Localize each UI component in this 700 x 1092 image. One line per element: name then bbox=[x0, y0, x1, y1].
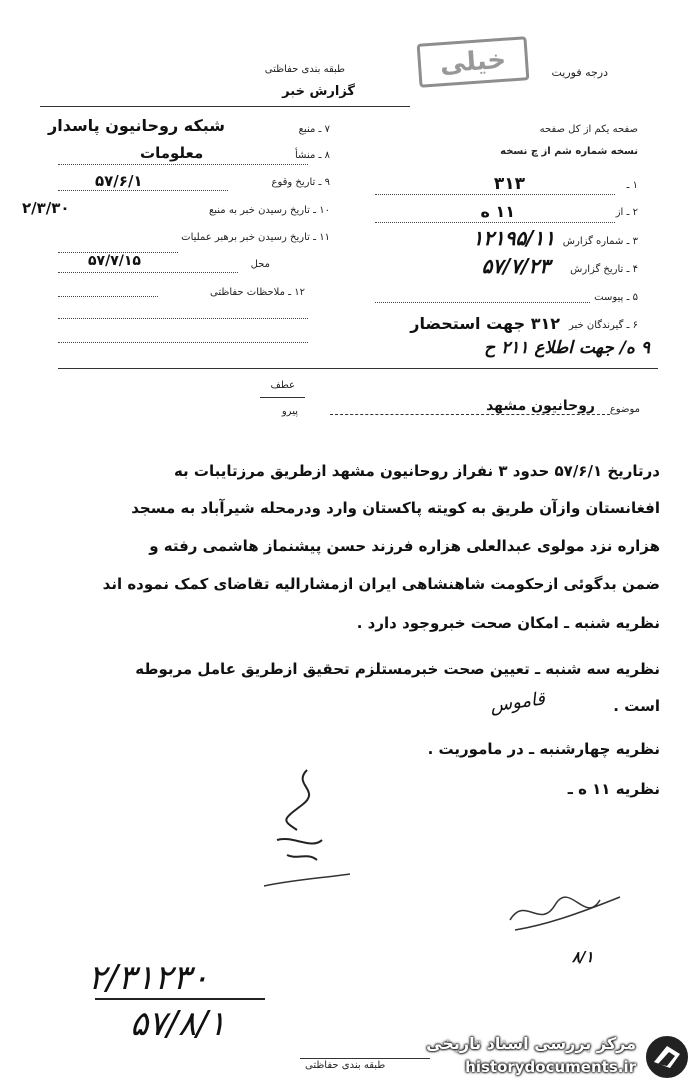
field-label: ۷ ـ منبع bbox=[298, 124, 330, 135]
field-value: ۵۷/۷/۱۵ bbox=[88, 253, 141, 269]
field-label: ۶ ـ گیرندگان خبر bbox=[568, 320, 638, 331]
body-line: هزاره نزد مولوی عبدالعلی هزاره فرزند حسن پیشنماز هاشمی رفته و bbox=[149, 537, 660, 555]
body-line: درتاریخ ۵۷/۶/۱ حدود ۳ نفراز روحانیون مشهد ازطریق مرزتایبات به bbox=[173, 462, 660, 480]
dotted-line bbox=[58, 318, 308, 319]
subject-value: روحانیون مشهد bbox=[486, 398, 595, 414]
field-label: ۳ ـ شماره گزارش bbox=[562, 236, 638, 247]
field-label: ۸ ـ منشأ bbox=[294, 150, 330, 161]
dotted-line bbox=[58, 272, 238, 273]
handwritten-date: ۵۷/۸/۱ bbox=[130, 1004, 226, 1044]
dotted-line bbox=[375, 222, 615, 223]
handwritten-date-rule bbox=[95, 998, 265, 1000]
receivers-extra: ۹ ه/ جهت اطلاع ۲۱۱ ح bbox=[484, 338, 650, 358]
dotted-line bbox=[375, 194, 615, 195]
watermark-logo-icon bbox=[642, 1032, 692, 1082]
dotted-line bbox=[58, 342, 308, 343]
atf-label: عطف bbox=[270, 380, 295, 391]
section-rule bbox=[58, 368, 658, 369]
field-value: ۱۱ ه bbox=[480, 202, 515, 221]
stamp-text: خیلی bbox=[438, 44, 508, 80]
field-label: ۲ ـ از bbox=[615, 207, 638, 218]
field-value: ۱۲۱۹۵/۱۱ bbox=[472, 226, 555, 250]
signature-bottom-right bbox=[505, 885, 625, 945]
handwritten-number: ۲/۳۱۲۳۰ bbox=[88, 958, 210, 998]
field-label: ۱۲ ـ ملاحظات حفاظتی bbox=[210, 287, 305, 298]
field-label: ۱ ـ bbox=[626, 180, 638, 191]
field-value: معلومات bbox=[140, 144, 204, 162]
field-label: ۹ ـ تاریخ وقوع bbox=[271, 177, 330, 188]
dotted-line bbox=[58, 190, 228, 191]
page-title: گزارش خبر bbox=[282, 84, 355, 99]
subject-label: موضوع bbox=[609, 404, 640, 415]
opinion-wednesday: نظریه چهارشنبه ـ در ماموریت . bbox=[427, 740, 660, 758]
priority-stamp bbox=[417, 36, 530, 88]
copies-line: نسخه شماره شم از چ نسخه bbox=[500, 146, 638, 157]
body-line: نظریه شنبه ـ امکان صحت خبروجود دارد . bbox=[356, 614, 660, 632]
header-rule bbox=[40, 106, 410, 107]
dotted-line bbox=[58, 296, 158, 297]
field-value: ۵۷/۷/۲۳ bbox=[481, 254, 550, 278]
watermark bbox=[400, 1028, 696, 1086]
opinion-tuesday-end: است . bbox=[613, 697, 660, 715]
watermark-url: historydocuments.ir bbox=[465, 1058, 636, 1076]
header-classification: طبقه بندی حفاظتی bbox=[264, 64, 345, 75]
footer-classification: طبقه بندی حفاظتی bbox=[305, 1060, 386, 1071]
field-value: ۳۱۲ جهت استحضار bbox=[410, 314, 560, 333]
priority-label: درجه فوریت bbox=[551, 66, 608, 79]
dotted-line bbox=[58, 164, 308, 165]
note-bottom-right: ۸/۱ bbox=[572, 948, 594, 966]
body-line: افغانستان وازآن طریق به کویته پاکستان وارد ودرمحله شیرآباد به مسجد bbox=[131, 499, 660, 517]
opinion-tuesday: نظریه سه شنبه ـ تعیین صحت خبرمستلزم تحقیق ازطریق عامل مربوطه bbox=[135, 660, 660, 678]
signature-line bbox=[262, 872, 352, 892]
field-value: شبکه روحانیون پاسدار bbox=[48, 116, 226, 135]
dotted-line bbox=[330, 414, 610, 415]
field-label: ۵ ـ پیوست bbox=[594, 292, 638, 303]
field-label: محل bbox=[250, 259, 270, 270]
dotted-line bbox=[375, 302, 590, 303]
field-label: ۱۰ ـ تاریخ رسیدن خبر به منبع bbox=[208, 205, 330, 216]
opinion-11: نظریه ۱۱ ه ـ bbox=[567, 780, 660, 798]
body-line: ضمن بدگوئی ازحکومت شاهنشاهی ایران ازمشارالیه تقاضای کمک نموده اند bbox=[102, 575, 660, 593]
field-label: ۴ ـ تاریخ گزارش bbox=[570, 264, 638, 275]
field-value: ۲/۳/۳۰ bbox=[22, 199, 70, 217]
field-value: ۳۱۳ bbox=[493, 174, 525, 194]
handwritten-signature-mid: قاموس bbox=[488, 688, 547, 717]
field-label: ۱۱ ـ تاریخ رسیدن خبر برهبر عملیات bbox=[181, 232, 330, 243]
field-value: ۵۷/۶/۱ bbox=[95, 172, 143, 190]
atf-rule bbox=[260, 397, 305, 398]
initials-signature bbox=[262, 760, 342, 870]
watermark-title: مرکز بررسی اسناد تاریخی bbox=[426, 1034, 636, 1053]
peyro-label: پیرو bbox=[281, 406, 298, 417]
page-line: صفحه یکم از کل صفحه bbox=[539, 124, 638, 135]
